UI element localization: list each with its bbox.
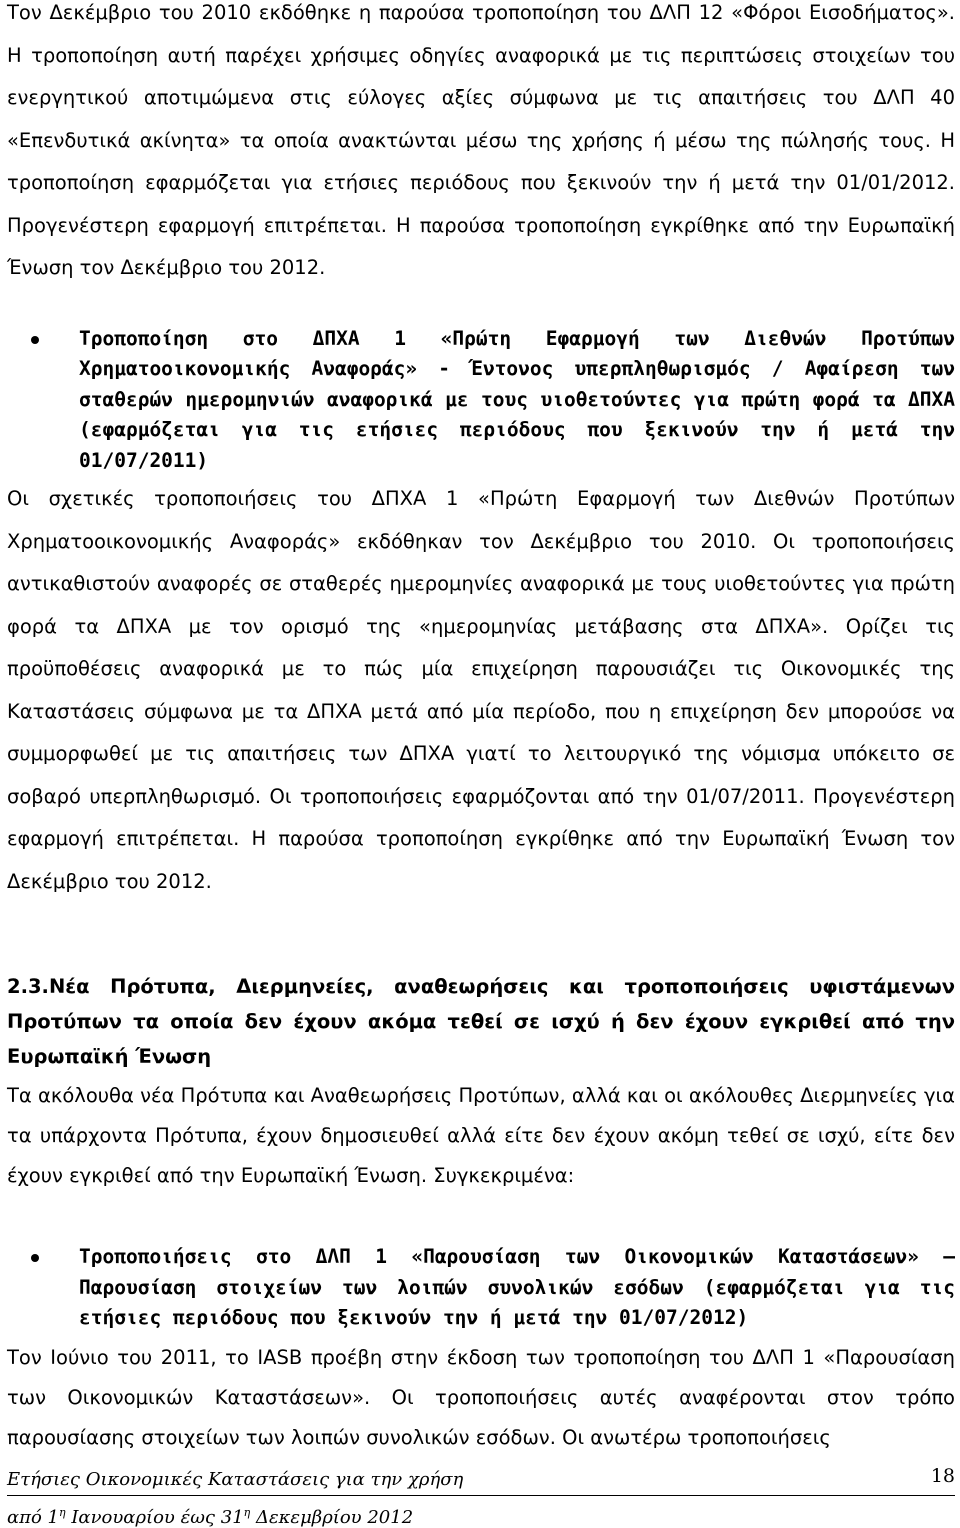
footer-period-part: Δεκεμβρίου 2012 — [250, 1507, 414, 1528]
paragraph-ifrs1-details: Οι σχετικές τροποποιήσεις του ΔΠΧΑ 1 «Πρώτη Εφαρμογή των Διεθνών Προτύπων Χρηματοοικονομικής Αναφοράς» εκδόθηκαν τον Δεκέμβριο του 2010. Οι τροποποιήσεις αντικαθιστούν αναφορές σε σταθερές ημερομηνίες αναφορικά με τους υιοθετούντες για πρώτη φορά τα ΔΠΧΑ με τον ορισμό της «ημερομηνίας μετάβασης στα ΔΠΧΑ». Ορίζει τις προϋποθέσεις αναφορικά με το πώς μία επιχείρηση παρουσιάζει τις Οικονομικές της Καταστάσεις σύμφωνα με τα ΔΠΧΑ μετά από μία περίοδο, που η επιχείρηση δεν μπορούσε να συμμορφωθεί με τις απαιτήσεις των ΔΠΧΑ γιατί το λειτουργικό της νόμισμα υπόκειτο σε σοβαρό υπερπληθωρισμό. Οι τροποποιήσεις εφαρμόζονται από την 01/07/2011. Προγενέστερη εφαρμογή επιτρέπεται. Η παρούσα τροποποίηση εγκρίθηκε από την Ευρωπαϊκή Ένωση τον Δεκέμβριο του 2012. — [7, 487, 955, 893]
paragraph-new-standards-intro: Τα ακόλουθα νέα Πρότυπα και Αναθεωρήσεις Προτύπων, αλλά και οι ακόλουθες Διερμηνείες για τα υπάρχοντα Πρότυπα, έχουν δημοσιευθεί αλλά είτε δεν έχουν ακόμη τεθεί σε ισχύ, είτε δεν έχουν εγκριθεί από την Ευρωπαϊκή Ένωση. Συγκεκριμένα: — [7, 1084, 955, 1187]
bullet-title-ifrs1: Τροποποίηση στο ΔΠΧΑ 1 «Πρώτη Εφαρμογή των Διεθνών Προτύπων Χρηματοοικονομικής Αναφοράς» - Έντονος υπερπληθωρισμός / Αφαίρεση των σταθερών ημερομηνιών αναφορικά με τους υιοθετούντες για πρώτη φορά τα ΔΠΧΑ (εφαρμόζεται για τις ετήσιες περιόδους που ξεκινούν την ή μετά την 01/07/2011) — [79, 326, 955, 472]
section-heading-2-3: 2.3.Νέα Πρότυπα, Διερμηνείες, αναθεωρήσεις και τροποποιήσεις υφιστάμενων Προτύπων τα οποία δεν έχουν ακόμα τεθεί σε ισχύ ή δεν έχουν εγκριθεί από την Ευρωπαϊκή Ένωση — [7, 975, 955, 1068]
footer-period-part: Ιανουαρίου έως 31 — [65, 1507, 244, 1528]
footer-title: Ετήσιες Οικονομικές Καταστάσεις για την χρήση — [7, 1469, 464, 1490]
bullet-icon — [31, 1254, 39, 1262]
page-footer — [7, 1463, 955, 1528]
paragraph-ias12-amendment: Τον Δεκέμβριο του 2010 εκδόθηκε η παρούσα τροποποίηση του ΔΛΠ 12 «Φόροι Εισοδήματος». Η τροποποίηση αυτή παρέχει χρήσιμες οδηγίες αναφορικά με τις περιπτώσεις στοιχείων του ενεργητικού αποτιμώμενα στις εύλογες αξίες σύμφωνα με τις απαιτήσεις του ΔΛΠ 40 «Επενδυτικά ακίνητα» τα οποία ανακτώνται μέσω της χρήσης ή μέσω της πώλησής τους. Η τροποποίηση εφαρμόζεται για ετήσιες περιόδους που ξεκινούν την ή μετά την 01/01/2012. Προγενέστερη εφαρμογή επιτρέπεται. Η παρούσα τροποποίηση εγκρίθηκε από την Ευρωπαϊκή Ένωση τον Δεκέμβριο του 2012. — [7, 1, 955, 279]
paragraph-ias1-details: Τον Ιούνιο του 2011, το IASB προέβη στην έκδοση των τροποποίηση του ΔΛΠ 1 «Παρουσίαση των Οικονομικών Καταστάσεων». Οι τροποποιήσεις αυτές αναφέρονται στον τρόπο παρουσίασης στοιχείων των λοιπών συνολικών εσόδων. Οι ανωτέρω τροποποιήσεις — [7, 1345, 955, 1449]
bullet-title-ias1: Τροποποιήσεις στο ΔΛΠ 1 «Παρουσίαση των Οικονομικών Καταστάσεων» – Παρουσίαση στοιχείων των λοιπών συνολικών εσόδων (εφαρμόζεται για τις ετήσιες περιόδους που ξεκινούν την ή μετά την 01/07/2012) — [79, 1245, 955, 1329]
footer-period-part: από 1 — [7, 1507, 59, 1528]
bullet-ias1-amendment — [7, 1242, 955, 1334]
footer-superscript: η — [243, 1506, 251, 1519]
footer-superscript: η — [59, 1506, 66, 1519]
document-page — [7, 0, 955, 1458]
footer-period — [7, 1506, 955, 1528]
bullet-icon — [31, 336, 39, 344]
bullet-ifrs1-amendment — [7, 324, 955, 477]
footer-top-line — [7, 1463, 955, 1496]
page-number: 18 — [930, 1465, 955, 1487]
